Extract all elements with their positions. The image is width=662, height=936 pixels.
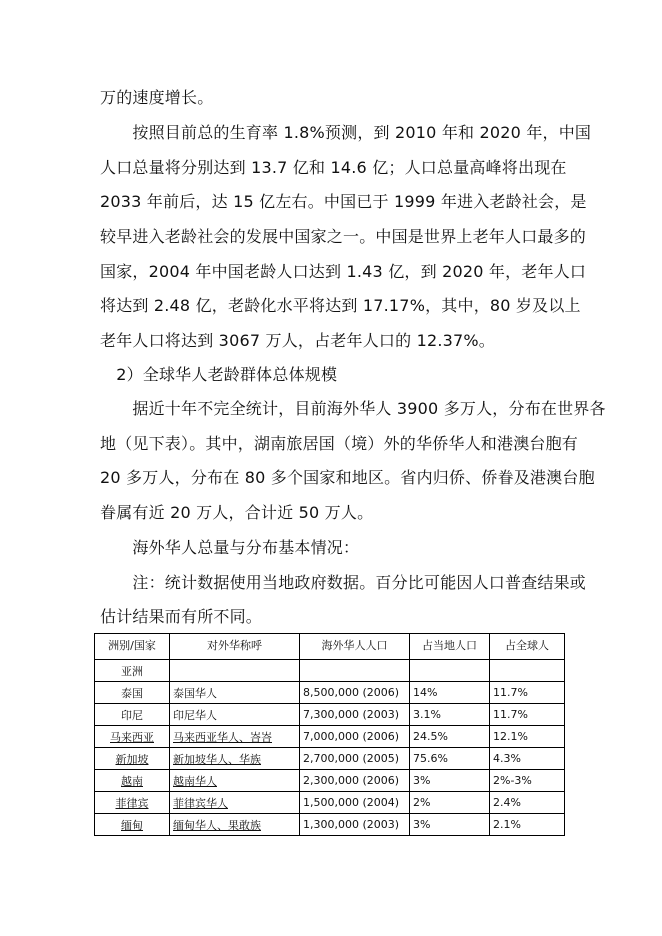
table-caption: 海外华人总量与分布基本情况： — [100, 538, 360, 557]
table-row — [95, 814, 565, 836]
text-line: 按照目前总的生育率 1.8%预测，到 2010 年和 2020 年，中国 — [100, 123, 592, 142]
population-cell: 1,300,000 (2003) — [300, 814, 410, 836]
table-row — [95, 704, 565, 726]
global-share-cell: 11.7% — [490, 704, 565, 726]
local-share-cell: 3% — [410, 770, 490, 792]
text-line: 将达到 2.48 亿，老龄化水平将达到 17.17%，其中，80 岁及以上 — [100, 296, 581, 315]
global-share-cell: 2.1% — [490, 814, 565, 836]
global-share-cell: 2.4% — [490, 792, 565, 814]
text-line: 20 多万人，分布在 80 多个国家和地区。省内归侨、侨眷及港澳台胞 — [100, 468, 595, 487]
table-note: 注：统计数据使用当地政府数据。百分比可能因人口普查结果或 — [100, 573, 587, 592]
section-heading: 2）全球华人老龄群体总体规模 — [100, 365, 338, 384]
empty-cell — [170, 660, 300, 682]
table-row — [95, 748, 565, 770]
population-cell: 7,000,000 (2006) — [300, 726, 410, 748]
name-link[interactable]: 菲律宾华人 — [170, 792, 300, 814]
name-link[interactable]: 新加坡华人、华族 — [170, 748, 300, 770]
name-link[interactable]: 缅甸华人、果敢族 — [170, 814, 300, 836]
local-share-cell: 14% — [410, 682, 490, 704]
empty-cell — [490, 660, 565, 682]
empty-cell — [410, 660, 490, 682]
header-cell: 洲别/国家 — [95, 634, 170, 660]
name-cell: 印尼华人 — [170, 704, 300, 726]
global-share-cell: 11.7% — [490, 682, 565, 704]
header-cell: 海外华人人口 — [300, 634, 410, 660]
name-cell: 泰国华人 — [170, 682, 300, 704]
country-link[interactable]: 菲律宾 — [95, 792, 170, 814]
local-share-cell: 3.1% — [410, 704, 490, 726]
country-link[interactable]: 马来西亚 — [95, 726, 170, 748]
country-cell: 印尼 — [95, 704, 170, 726]
empty-cell — [300, 660, 410, 682]
text-line: 2033 年前后，达 15 亿左右。中国已于 1999 年进入老龄社会，是 — [100, 192, 587, 211]
country-link[interactable]: 缅甸 — [95, 814, 170, 836]
header-cell: 对外华称呼 — [170, 634, 300, 660]
table-row — [95, 726, 565, 748]
country-link[interactable]: 新加坡 — [95, 748, 170, 770]
population-cell: 7,300,000 (2003) — [300, 704, 410, 726]
header-cell: 占全球人 — [490, 634, 565, 660]
global-share-cell: 2%-3% — [490, 770, 565, 792]
table-row — [95, 770, 565, 792]
name-link[interactable]: 马来西亚华人、峇峇 — [170, 726, 300, 748]
text-line: 眷属有近 20 万人，合计近 50 万人。 — [100, 503, 374, 522]
table-row — [95, 682, 565, 704]
region-row — [95, 660, 565, 682]
population-cell: 2,300,000 (2006) — [300, 770, 410, 792]
text-line: 据近十年不完全统计，目前海外华人 3900 多万人，分布在世界各 — [100, 399, 606, 418]
text-line: 地（见下表）。其中，湖南旅居国（境）外的华侨华人和港澳台胞有 — [100, 434, 579, 453]
population-cell: 1,500,000 (2004) — [300, 792, 410, 814]
table-note: 估计结果而有所不同。 — [100, 607, 263, 626]
global-share-cell: 12.1% — [490, 726, 565, 748]
table-header-row — [95, 634, 565, 660]
global-share-cell: 4.3% — [490, 748, 565, 770]
local-share-cell: 24.5% — [410, 726, 490, 748]
region-cell: 亚洲 — [95, 660, 170, 682]
text-line: 国家，2004 年中国老龄人口达到 1.43 亿，到 2020 年，老年人口 — [100, 262, 587, 281]
population-cell: 2,700,000 (2005) — [300, 748, 410, 770]
overseas-chinese-table — [94, 633, 565, 836]
text-line: 人口总量将分别达到 13.7 亿和 14.6 亿；人口总量高峰将出现在 — [100, 158, 567, 177]
text-line: 万的速度增长。 — [100, 88, 214, 107]
text-line: 较早进入老龄社会的发展中国家之一。中国是世界上老年人口最多的 — [100, 227, 587, 246]
header-cell: 占当地人口 — [410, 634, 490, 660]
local-share-cell: 75.6% — [410, 748, 490, 770]
name-link[interactable]: 越南华人 — [170, 770, 300, 792]
country-cell: 泰国 — [95, 682, 170, 704]
local-share-cell: 2% — [410, 792, 490, 814]
table-row — [95, 792, 565, 814]
population-cell: 8,500,000 (2006) — [300, 682, 410, 704]
text-line: 老年人口将达到 3067 万人，占老年人口的 12.37%。 — [100, 331, 495, 350]
country-link[interactable]: 越南 — [95, 770, 170, 792]
local-share-cell: 3% — [410, 814, 490, 836]
